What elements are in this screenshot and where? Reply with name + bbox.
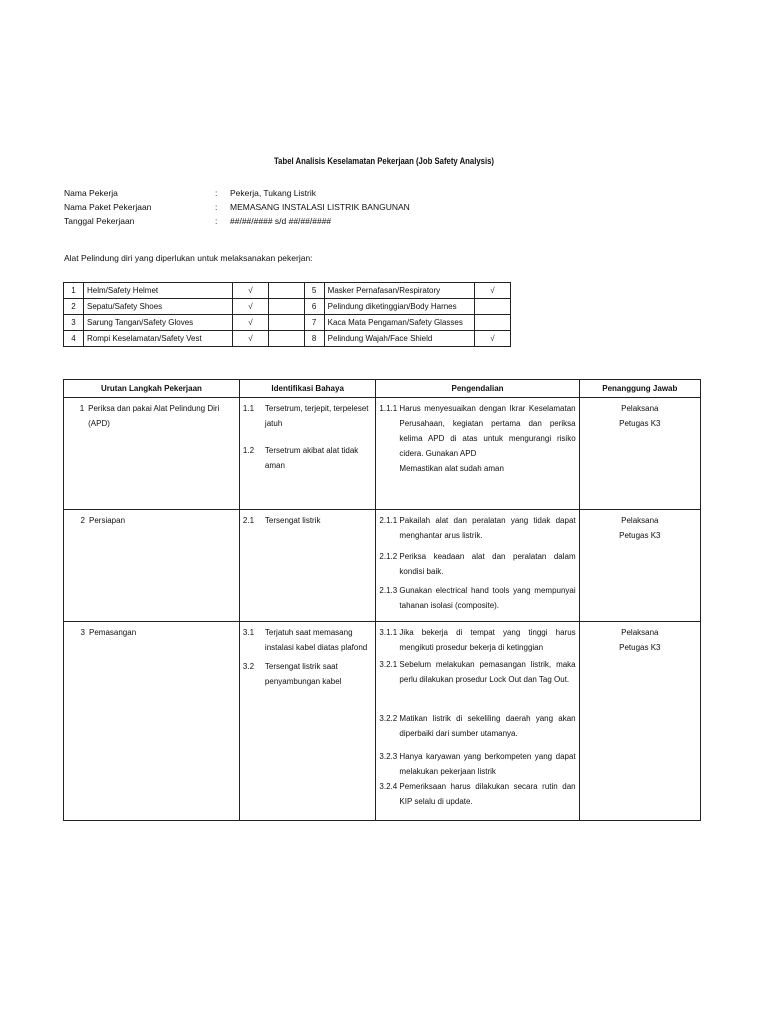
header-controls: Pengendalian [376, 380, 579, 398]
responsible-cell [579, 510, 700, 622]
apd-check [474, 299, 510, 315]
apd-number: 8 [304, 331, 324, 347]
hazard-item [243, 443, 373, 473]
apd-check [474, 315, 510, 331]
control-item [379, 711, 575, 749]
control-text: Gunakan electrical hand tools yang mempunyai tahanan isolasi (composite). [399, 586, 576, 610]
info-value: ##/##/#### s/d ##/##/#### [230, 216, 332, 226]
control-cell [376, 510, 579, 622]
apd-row [64, 283, 511, 299]
apd-empty-cell [268, 315, 304, 331]
control-text: Pakailah alat dan peralatan yang tidak dapat menghantar arus listrik. [399, 516, 576, 540]
hazard-item [243, 622, 373, 659]
step-text: Pemasangan [89, 628, 137, 637]
apd-number: 3 [64, 315, 84, 331]
hazard-number: 3.1 [242, 628, 255, 637]
hazard-cell [239, 510, 376, 622]
responsible-cell [579, 398, 700, 510]
hazard-text: Tersengat listrik saat penyambungan kabel [264, 662, 342, 686]
control-item [379, 622, 575, 657]
control-item [379, 398, 575, 461]
responsible-k3-officer: Petugas K3 [619, 643, 661, 652]
control-item [379, 510, 575, 549]
jsa-row [64, 398, 701, 510]
apd-number: 6 [304, 299, 324, 315]
step-number: 1 [79, 404, 85, 413]
hazard-number: 2.1 [242, 516, 255, 525]
apd-item: Kaca Mata Pengaman/Safety Glasses [324, 315, 474, 331]
header-responsible: Penanggung Jawab [579, 380, 700, 398]
control-number: 1.1.1 [379, 404, 398, 413]
hazard-text: Terjatuh saat memasang instalasi kabel diatas plafond [264, 628, 368, 652]
control-number [379, 461, 399, 476]
control-item [379, 657, 575, 711]
control-number: 3.2.3 [379, 752, 398, 761]
control-item [379, 461, 575, 476]
control-text: Pemeriksaan harus dilakukan secara rutin dan KIP selalu di update. [399, 782, 576, 806]
apd-item: Sarung Tangan/Safety Gloves [84, 315, 233, 331]
control-text: Hanya karyawan yang berkompeten yang dapat melakukan pekerjaan listrik [399, 752, 576, 776]
header-steps: Urutan Langkah Pekerjaan [64, 380, 240, 398]
apd-empty-cell [268, 331, 304, 347]
info-label: Nama Paket Pekerjaan [64, 202, 152, 212]
hazard-number: 3.2 [242, 662, 255, 671]
info-separator: : [215, 188, 218, 198]
apd-number: 2 [64, 299, 84, 315]
step-text: Persiapan [89, 516, 126, 525]
jsa-table [63, 379, 701, 821]
apd-check: √ [232, 331, 268, 347]
control-number: 3.2.1 [379, 660, 398, 669]
apd-item: Rompi Keselamatan/Safety Vest [84, 331, 233, 347]
header-hazards: Identifikasi Bahaya [239, 380, 376, 398]
hazard-item [243, 398, 373, 443]
control-number: 3.1.1 [379, 628, 398, 637]
info-row-date [64, 214, 464, 228]
apd-item: Pelindung Wajah/Face Shield [324, 331, 474, 347]
step-cell [64, 622, 240, 821]
info-value: Pekerja, Tukang Listrik [230, 188, 316, 198]
info-row-worker [64, 186, 464, 200]
apd-number: 4 [64, 331, 84, 347]
apd-row [64, 299, 511, 315]
apd-check: √ [232, 299, 268, 315]
responsible-executor: Pelaksana [621, 628, 659, 637]
apd-check: √ [474, 331, 510, 347]
step-cell [64, 398, 240, 510]
step-number: 3 [80, 628, 85, 637]
apd-number: 5 [304, 283, 324, 299]
step-number: 2 [80, 516, 85, 525]
control-number: 3.2.4 [379, 782, 398, 791]
control-item [379, 583, 575, 613]
hazard-text: Tersetrum, terjepit, terpeleset jatuh [264, 404, 369, 428]
apd-number: 1 [64, 283, 84, 299]
control-text: Matikan listrik di sekeliling daerah yang akan diperbaiki dari sumber utamanya. [399, 714, 576, 738]
hazard-item [243, 510, 373, 528]
apd-check: √ [232, 315, 268, 331]
apd-check: √ [474, 283, 510, 299]
control-number: 2.1.1 [379, 516, 398, 525]
control-number: 3.2.2 [379, 714, 398, 723]
hazard-number: 1.2 [242, 446, 255, 455]
control-item [379, 779, 575, 809]
apd-empty-cell [268, 283, 304, 299]
responsible-k3-officer: Petugas K3 [619, 419, 661, 428]
step-cell [64, 510, 240, 622]
control-text: Sebelum melakukan pemasangan listrik, maka perlu dilakukan prosedur Lock Out dan Tag Out. [399, 660, 576, 684]
apd-item: Sepatu/Safety Shoes [84, 299, 233, 315]
jsa-header-row [64, 380, 701, 398]
jsa-row [64, 622, 701, 821]
apd-table [63, 282, 511, 347]
control-number: 2.1.3 [379, 586, 398, 595]
control-text: Memastikan alat sudah aman [399, 464, 504, 473]
control-cell [376, 398, 579, 510]
hazard-text: Tersetrum akibat alat tidak aman [264, 446, 359, 470]
info-label: Nama Pekerja [64, 188, 118, 198]
apd-check: √ [232, 283, 268, 299]
step-text: Periksa dan pakai Alat Pelindung Diri (APD) [88, 404, 220, 428]
responsible-k3-officer: Petugas K3 [619, 531, 661, 540]
control-text: Harus menyesuaikan dengan Ikrar Keselamatan Perusahaan, kegiatan pertama dan periksa kelima APD di atas untuk mengurangi risiko cidera. Gunakan APD [399, 404, 576, 458]
job-info [64, 186, 464, 228]
apd-row [64, 331, 511, 347]
control-item [379, 749, 575, 779]
control-cell [376, 622, 579, 821]
apd-item: Helm/Safety Helmet [84, 283, 233, 299]
apd-intro-text: Alat Pelindung diri yang diperlukan untuk melaksanakan pekerjan: [64, 253, 313, 263]
apd-number: 7 [304, 315, 324, 331]
hazard-cell [239, 398, 376, 510]
jsa-row [64, 510, 701, 622]
hazard-number: 1.1 [242, 404, 255, 413]
control-text: Periksa keadaan alat dan peralatan dalam kondisi baik. [399, 552, 576, 576]
apd-item: Pelindung diketinggian/Body Harnes [324, 299, 474, 315]
control-text: Jika bekerja di tempat yang tinggi harus mengikuti prosedur bekerja di ketinggian [399, 628, 576, 652]
responsible-cell [579, 622, 700, 821]
apd-item: Masker Pernafasan/Respiratory [324, 283, 474, 299]
apd-row [64, 315, 511, 331]
hazard-text: Tersengat listrik [264, 516, 321, 525]
apd-empty-cell [268, 299, 304, 315]
info-row-package [64, 200, 464, 214]
info-value: MEMASANG INSTALASI LISTRIK BANGUNAN [230, 202, 410, 212]
hazard-item [243, 659, 373, 689]
responsible-executor: Pelaksana [621, 516, 659, 525]
info-separator: : [215, 202, 218, 212]
control-number: 2.1.2 [379, 552, 398, 561]
control-item [379, 549, 575, 583]
hazard-cell [239, 622, 376, 821]
info-label: Tanggal Pekerjaan [64, 216, 135, 226]
document-title: Tabel Analisis Keselamatan Pekerjaan (Job Safety Analysis) [274, 156, 494, 166]
responsible-executor: Pelaksana [621, 404, 659, 413]
info-separator: : [215, 216, 218, 226]
